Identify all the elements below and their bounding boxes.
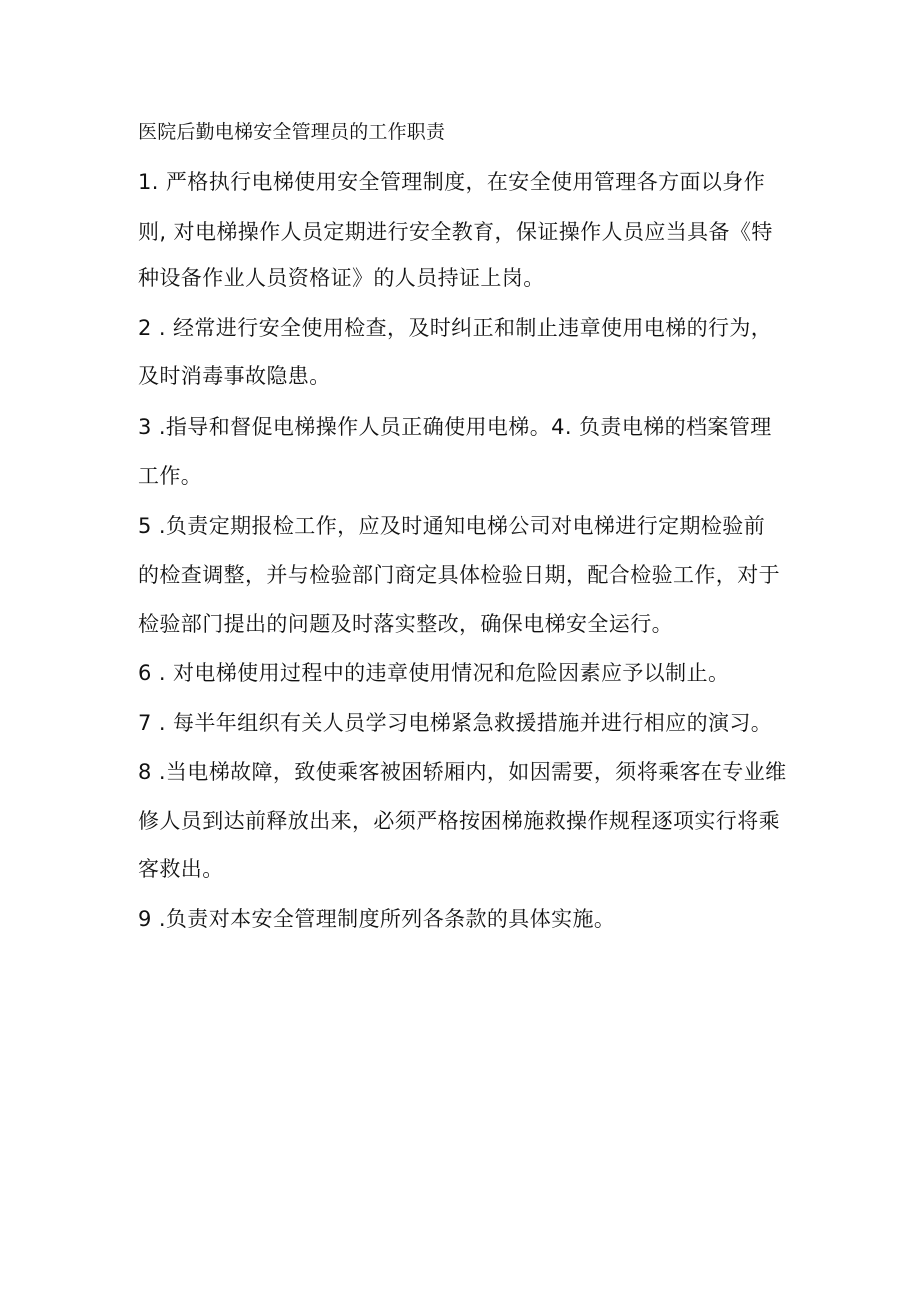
text-line-13: 8 .当电梯故障，致使乘客被困轿厢内，如因需要，须将乘客在专业维 — [138, 760, 787, 784]
text-line-8: 5 .负责定期报检工作，应及时通知电梯公司对电梯进行定期检验前 — [138, 514, 766, 538]
text-line-14: 修人员到达前释放出来，必须严格按困梯施救操作规程逐项实行将乘 — [138, 809, 780, 833]
document-title: 医院后勤电梯安全管理员的工作职责 — [138, 121, 446, 143]
text-line-6: 3 .指导和督促电梯操作人员正确使用电梯。4. 负责电梯的档案管理 — [138, 415, 772, 439]
text-line-12: 7 . 每半年组织有关人员学习电梯紧急救援措施并进行相应的演习。 — [138, 711, 773, 735]
text-line-10: 检验部门提出的问题及时落实整改，确保电梯安全运行。 — [138, 612, 673, 636]
text-line-3: 种设备作业人员资格证》的人员持证上岗。 — [138, 266, 545, 290]
text-line-7: 工作。 — [138, 464, 203, 488]
text-line-4: 2 . 经常进行安全使用检查，及时纠正和制止违章使用电梯的行为， — [138, 316, 773, 340]
text-line-1: 1. 严格执行电梯使用安全管理制度，在安全使用管理各方面以身作 — [138, 170, 766, 194]
text-line-15: 客救出。 — [138, 857, 224, 881]
text-line-2: 则, 对电梯操作人员定期进行安全教育，保证操作人员应当具备《特 — [138, 220, 773, 244]
text-line-11: 6 . 对电梯使用过程中的违章使用情况和危险因素应予以制止。 — [138, 661, 730, 685]
text-line-16: 9 .负责对本安全管理制度所列各条款的具体实施。 — [138, 907, 616, 931]
text-line-9: 的检查调整，并与检验部门商定具体检验日期，配合检验工作，对于 — [138, 563, 780, 587]
text-line-5: 及时消毒事故隐患。 — [138, 364, 331, 388]
